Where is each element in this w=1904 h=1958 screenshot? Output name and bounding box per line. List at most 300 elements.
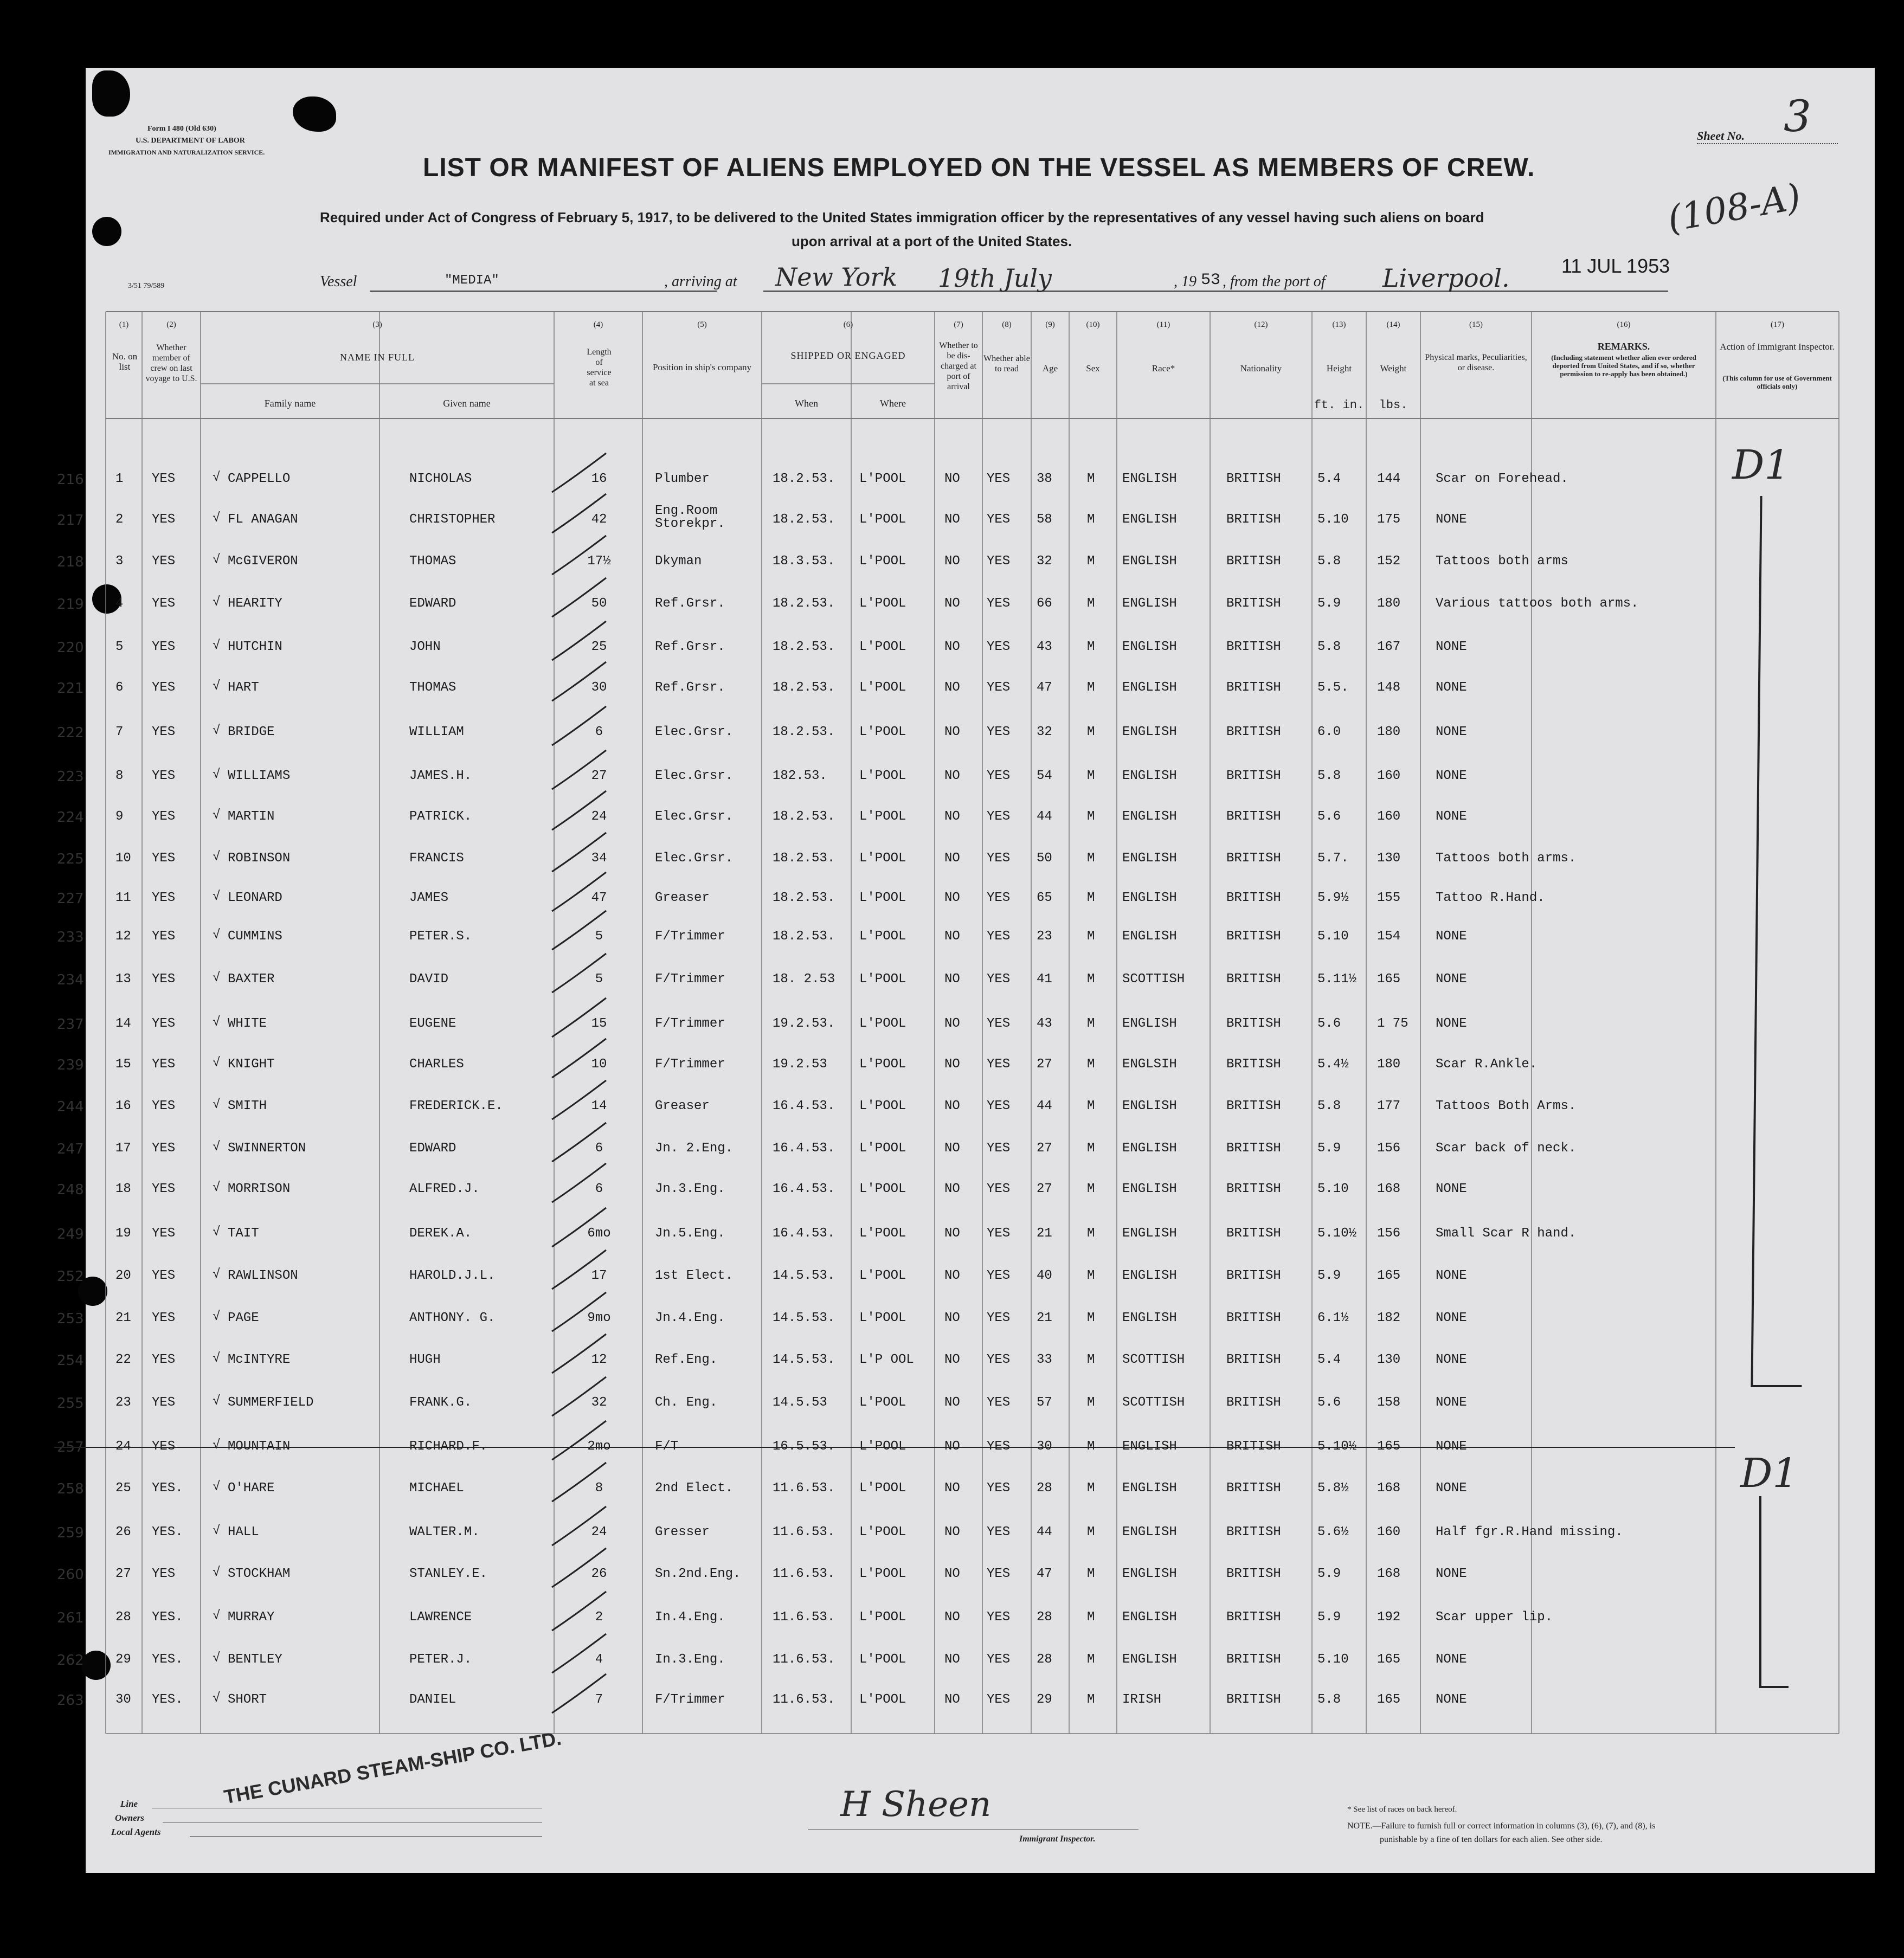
header-race: Race* (1152, 363, 1175, 373)
column-number-c16: (16) (1617, 320, 1631, 329)
discharged: NO (944, 1226, 960, 1241)
check-mark-icon: √ (213, 1438, 221, 1453)
crew-last-voyage: YES (152, 929, 176, 944)
physical-marks: NONE (1436, 769, 1467, 783)
table-row (0, 680, 1839, 702)
race: ENGLISH (1122, 1652, 1177, 1667)
family-name: HART (228, 680, 259, 695)
physical-marks: NONE (1436, 1567, 1467, 1581)
length-of-service: 14 (591, 1099, 607, 1113)
family-name: McINTYRE (228, 1352, 291, 1367)
nationality: BRITISH (1226, 929, 1281, 944)
race: ENGLISH (1122, 1141, 1177, 1156)
row-reference-number: 219 (57, 596, 84, 613)
family-name: LEONARD (228, 891, 282, 905)
able-to-read: YES (987, 851, 1011, 866)
position: Jn.5.Eng. (655, 1226, 725, 1241)
crew-last-voyage: YES (152, 1352, 176, 1367)
length-of-service: 2 (595, 1610, 603, 1625)
shipped-when: 18.2.53. (773, 640, 835, 654)
service-tick-mark (548, 1459, 613, 1508)
shipped-when: 18.2.53. (773, 851, 835, 866)
shipped-when: 14.5.53. (773, 1268, 835, 1283)
column-number-c5: (5) (697, 320, 707, 329)
age: 29 (1037, 1692, 1052, 1707)
height: 5.8½ (1317, 1481, 1349, 1496)
able-to-read: YES (987, 1567, 1011, 1581)
table-row (0, 1099, 1839, 1120)
check-mark-icon: √ (213, 471, 221, 485)
position: F/Trimmer (655, 972, 725, 987)
sex: M (1087, 1182, 1095, 1196)
given-name: STANLEY.E. (409, 1567, 488, 1581)
column-number-c1: (1) (119, 320, 129, 329)
physical-marks: Small Scar R hand. (1436, 1226, 1577, 1241)
sex: M (1087, 1439, 1095, 1454)
position: Elec.Grsr. (655, 769, 734, 783)
table-row (0, 1057, 1839, 1079)
from-port: Liverpool. (1382, 263, 1510, 293)
list-number: 28 (115, 1610, 131, 1625)
physical-marks: NONE (1436, 1481, 1467, 1496)
given-name: LAWRENCE (409, 1610, 472, 1625)
nationality: BRITISH (1226, 1610, 1281, 1625)
column-number-c17: (17) (1771, 320, 1784, 329)
row-reference-number: 222 (57, 725, 84, 741)
nationality: BRITISH (1226, 851, 1281, 866)
shipped-when: 18.2.53. (773, 472, 835, 486)
crew-last-voyage: YES (152, 596, 176, 611)
row-reference-number: 258 (57, 1481, 84, 1497)
age: 38 (1037, 472, 1052, 486)
race: ENGLISH (1122, 680, 1177, 695)
family-name: BRIDGE (228, 725, 275, 739)
list-number: 21 (115, 1311, 131, 1325)
physical-marks: NONE (1436, 640, 1467, 654)
given-name: PETER.J. (409, 1652, 472, 1667)
discharged: NO (944, 640, 960, 654)
able-to-read: YES (987, 1652, 1011, 1667)
position: F/Trimmer (655, 929, 725, 944)
discharged: NO (944, 1016, 960, 1031)
given-name: JOHN (409, 640, 441, 654)
service-tick-mark (548, 1077, 613, 1126)
shipped-where: L'POOL (859, 680, 906, 695)
able-to-read: YES (987, 972, 1011, 987)
discharged: NO (944, 1352, 960, 1367)
shipped-when: 14.5.53 (773, 1395, 827, 1410)
able-to-read: YES (987, 1395, 1011, 1410)
given-name: FRANK.G. (409, 1395, 472, 1410)
crew-last-voyage: YES (152, 680, 176, 695)
length-of-service: 10 (591, 1057, 607, 1072)
check-mark-icon: √ (213, 1015, 221, 1030)
able-to-read: YES (987, 1099, 1011, 1113)
check-mark-icon: √ (213, 639, 221, 653)
shipped-when: 18.2.53. (773, 929, 835, 944)
sex: M (1087, 725, 1095, 739)
race: ENGLISH (1122, 851, 1177, 866)
age: 27 (1037, 1057, 1052, 1072)
physical-marks: Tattoo R.Hand. (1436, 891, 1545, 905)
physical-marks: Scar back of neck. (1436, 1141, 1577, 1156)
position: F/Trimmer (655, 1057, 725, 1072)
family-name: FL ANAGAN (228, 512, 298, 527)
height: 5.9½ (1317, 891, 1349, 905)
table-row (0, 1481, 1839, 1503)
race: ENGLISH (1122, 1016, 1177, 1031)
sex: M (1087, 640, 1095, 654)
able-to-read: YES (987, 929, 1011, 944)
table-row (0, 1652, 1839, 1674)
service-tick-mark (548, 532, 613, 581)
length-of-service: 8 (595, 1481, 603, 1496)
weight: 155 (1377, 891, 1401, 905)
check-mark-icon: √ (213, 1267, 221, 1282)
shipped-when: 182.53. (773, 769, 827, 783)
sex: M (1087, 1057, 1095, 1072)
height: 5.4 (1317, 472, 1341, 486)
nationality: BRITISH (1226, 1057, 1281, 1072)
able-to-read: YES (987, 512, 1011, 527)
family-name: STOCKHAM (228, 1567, 291, 1581)
service-tick-mark (548, 1247, 613, 1296)
given-name: THOMAS (409, 554, 456, 569)
service-label: IMMIGRATION AND NATURALIZATION SERVICE. (108, 149, 265, 156)
check-mark-icon: √ (213, 971, 221, 986)
table-row (0, 472, 1839, 493)
table-row (0, 554, 1839, 576)
table-row (0, 809, 1839, 831)
physical-marks: Various tattoos both arms. (1436, 596, 1639, 611)
physical-marks: NONE (1436, 1692, 1467, 1707)
family-name: McGIVERON (228, 554, 298, 569)
family-name: SHORT (228, 1692, 267, 1707)
weight: 144 (1377, 472, 1401, 486)
weight: 165 (1377, 1268, 1401, 1283)
age: 27 (1037, 1141, 1052, 1156)
row-reference-number: 252 (57, 1268, 84, 1285)
length-of-service: 30 (591, 680, 607, 695)
shipped-where: L'POOL (859, 1525, 906, 1540)
weight: 130 (1377, 1352, 1401, 1367)
nationality: BRITISH (1226, 1439, 1281, 1454)
physical-marks: NONE (1436, 1352, 1467, 1367)
race: ENGLISH (1122, 891, 1177, 905)
check-mark-icon: √ (213, 1566, 221, 1580)
weight: 180 (1377, 596, 1401, 611)
list-number: 8 (115, 769, 124, 783)
weight: 168 (1377, 1567, 1401, 1581)
check-mark-icon: √ (213, 1651, 221, 1666)
row-reference-number: 227 (57, 891, 84, 907)
race: ENGLISH (1122, 1567, 1177, 1581)
manifest-subtitle-1: Required under Act of Congress of February 5, 1917, to be delivered to the United States immigration officer by the representatives of any vessel having such aliens on board (320, 209, 1484, 226)
length-of-service: 26 (591, 1567, 607, 1581)
list-number: 4 (115, 596, 124, 611)
height: 5.8 (1317, 640, 1341, 654)
nationality: BRITISH (1226, 1311, 1281, 1325)
nationality: BRITISH (1226, 1099, 1281, 1113)
discharged: NO (944, 1268, 960, 1283)
position: 2nd Elect. (655, 1481, 734, 1496)
owners-label: Owners (115, 1813, 144, 1823)
shipped-where: L'POOL (859, 1268, 906, 1283)
race: IRISH (1122, 1692, 1162, 1707)
physical-marks: Scar on Forehead. (1436, 472, 1568, 486)
shipped-where: L'POOL (859, 1567, 906, 1581)
position: Sn.2nd.Eng. (655, 1567, 741, 1581)
crew-last-voyage: YES (152, 1567, 176, 1581)
check-mark-icon: √ (213, 1056, 221, 1071)
given-name: WALTER.M. (409, 1525, 480, 1540)
check-mark-icon: √ (213, 511, 221, 526)
race: ENGLISH (1122, 1311, 1177, 1325)
column-number-c6: (6) (843, 320, 853, 329)
family-name: MURRAY (228, 1610, 275, 1625)
race: ENGLISH (1122, 472, 1177, 486)
shipped-where: L'POOL (859, 1311, 906, 1325)
table-row (0, 1016, 1839, 1038)
shipped-when: 16.4.53. (773, 1099, 835, 1113)
able-to-read: YES (987, 769, 1011, 783)
sex: M (1087, 1395, 1095, 1410)
crew-last-voyage: YES (152, 554, 176, 569)
nationality: BRITISH (1226, 1395, 1281, 1410)
list-number: 16 (115, 1099, 131, 1113)
nationality: BRITISH (1226, 680, 1281, 695)
list-number: 3 (115, 554, 124, 569)
height: 5.10 (1317, 512, 1349, 527)
able-to-read: YES (987, 680, 1011, 695)
family-name: PAGE (228, 1311, 259, 1325)
shipped-when: 18. 2.53 (773, 972, 835, 987)
able-to-read: YES (987, 1311, 1011, 1325)
list-number: 30 (115, 1692, 131, 1707)
height: 5.10½ (1317, 1439, 1357, 1454)
length-of-service: 9mo (587, 1311, 611, 1325)
table-row (0, 1567, 1839, 1588)
given-name: JAMES.H. (409, 769, 472, 783)
length-of-service: 25 (591, 640, 607, 654)
given-name: PETER.S. (409, 929, 472, 944)
year-label: , 19 (1174, 273, 1197, 290)
discharged: NO (944, 1099, 960, 1113)
check-mark-icon: √ (213, 1098, 221, 1112)
shipped-when: 16.4.53. (773, 1182, 835, 1196)
row-reference-number: 247 (57, 1141, 84, 1157)
row-reference-number: 237 (57, 1016, 84, 1033)
shipped-when: 18.2.53. (773, 596, 835, 611)
physical-marks: NONE (1436, 680, 1467, 695)
weight: 192 (1377, 1610, 1401, 1625)
header-height: Height (1326, 363, 1352, 373)
race: ENGLISH (1122, 1610, 1177, 1625)
discharged: NO (944, 972, 960, 987)
header-position: Position in ship's company (652, 362, 752, 372)
service-tick-mark (548, 950, 613, 999)
weight: 165 (1377, 1652, 1401, 1667)
sex: M (1087, 809, 1095, 824)
penalty-note-2: punishable by a fine of ten dollars for each alien. See other side. (1380, 1835, 1603, 1844)
crew-last-voyage: YES. (152, 1652, 183, 1667)
department-label: U.S. DEPARTMENT OF LABOR (136, 137, 245, 145)
race: SCOTTISH (1122, 972, 1185, 987)
height: 6.1½ (1317, 1311, 1349, 1325)
shipped-where: L'POOL (859, 1057, 906, 1072)
list-number: 17 (115, 1141, 131, 1156)
service-tick-mark (548, 575, 613, 623)
arriving-port: New York (775, 262, 898, 292)
able-to-read: YES (987, 1481, 1011, 1496)
sex: M (1087, 851, 1095, 866)
header-weight: Weight (1380, 363, 1407, 373)
family-name: BENTLEY (228, 1652, 282, 1667)
row-reference-number: 255 (57, 1395, 84, 1412)
weight: 167 (1377, 640, 1401, 654)
penalty-note-1: NOTE.—Failure to furnish full or correct information in columns (3), (6), (7), and (8), is (1347, 1821, 1656, 1831)
age: 28 (1037, 1652, 1052, 1667)
vessel-name: "MEDIA" (445, 273, 499, 288)
crew-last-voyage: YES (152, 1099, 176, 1113)
table-row (0, 1182, 1839, 1203)
weight: 156 (1377, 1226, 1401, 1241)
shipped-where: L'POOL (859, 1099, 906, 1113)
crew-last-voyage: YES (152, 1182, 176, 1196)
height: 5.6½ (1317, 1525, 1349, 1540)
nationality: BRITISH (1226, 1652, 1281, 1667)
able-to-read: YES (987, 1226, 1011, 1241)
height: 5.9 (1317, 1268, 1341, 1283)
table-row (0, 504, 1839, 534)
weight: 148 (1377, 680, 1401, 695)
table-row (0, 725, 1839, 746)
age: 44 (1037, 1525, 1052, 1540)
header-able-to-read: Whether able to read (983, 354, 1030, 373)
column-number-c10: (10) (1086, 320, 1100, 329)
table-row (0, 851, 1839, 873)
race: ENGLISH (1122, 1226, 1177, 1241)
nationality: BRITISH (1226, 972, 1281, 987)
length-of-service: 32 (591, 1395, 607, 1410)
row-reference-number: 216 (57, 472, 84, 488)
header-remarks: REMARKS. (1597, 341, 1650, 352)
arriving-label: , arriving at (664, 273, 737, 290)
column-number-c3: (3) (372, 320, 382, 329)
weight: 165 (1377, 972, 1401, 987)
physical-marks: NONE (1436, 929, 1467, 944)
row-reference-number: 261 (57, 1610, 84, 1626)
position: Elec.Grsr. (655, 851, 734, 866)
row-reference-number: 220 (57, 640, 84, 656)
vessel-label: Vessel (320, 273, 357, 290)
check-mark-icon: √ (213, 890, 221, 904)
race: ENGLISH (1122, 809, 1177, 824)
weight: 180 (1377, 1057, 1401, 1072)
list-number: 15 (115, 1057, 131, 1072)
discharged: NO (944, 1481, 960, 1496)
check-mark-icon: √ (213, 1310, 221, 1324)
position: F/T (655, 1439, 679, 1454)
row-reference-number: 253 (57, 1311, 84, 1327)
table-row (0, 1226, 1839, 1248)
crew-last-voyage: YES. (152, 1610, 183, 1625)
table-row (0, 596, 1839, 618)
given-name: EDWARD (409, 596, 456, 611)
row-reference-number: 260 (57, 1567, 84, 1583)
able-to-read: YES (987, 1182, 1011, 1196)
sex: M (1087, 554, 1095, 569)
sheet-label: Sheet No. (1697, 129, 1838, 144)
able-to-read: YES (987, 554, 1011, 569)
header-inspector-action: Action of Immigrant Inspector. (1720, 342, 1835, 352)
discharged: NO (944, 680, 960, 695)
race: ENGLISH (1122, 929, 1177, 944)
length-of-service: 5 (595, 972, 603, 987)
crew-last-voyage: YES (152, 512, 176, 527)
year-value: 53 (1201, 271, 1221, 289)
weight: 154 (1377, 929, 1401, 944)
length-of-service: 6 (595, 1182, 603, 1196)
crew-last-voyage: YES (152, 1141, 176, 1156)
service-tick-mark (548, 1671, 613, 1719)
physical-marks: NONE (1436, 1311, 1467, 1325)
able-to-read: YES (987, 1057, 1011, 1072)
discharged: NO (944, 1525, 960, 1540)
length-of-service: 6 (595, 1141, 603, 1156)
shipped-when: 18.3.53. (773, 554, 835, 569)
column-number-c11: (11) (1156, 320, 1170, 329)
sex: M (1087, 1610, 1095, 1625)
crew-last-voyage: YES (152, 640, 176, 654)
position: In.4.Eng. (655, 1610, 725, 1625)
table-row (0, 891, 1839, 912)
shipped-where: L'POOL (859, 1439, 906, 1454)
given-name: WILLIAM (409, 725, 464, 739)
service-tick-mark (548, 1588, 613, 1637)
shipped-when: 16.4.53. (773, 1226, 835, 1241)
length-of-service: 17 (591, 1268, 607, 1283)
position: Elec.Grsr. (655, 725, 734, 739)
crew-last-voyage: YES (152, 1395, 176, 1410)
length-of-service: 12 (591, 1352, 607, 1367)
sex: M (1087, 512, 1095, 527)
position: Jn. 2.Eng. (655, 1141, 734, 1156)
race: ENGLISH (1122, 769, 1177, 783)
sex: M (1087, 1652, 1095, 1667)
shipped-where: L'POOL (859, 769, 906, 783)
header-name-in-full: NAME IN FULL (340, 352, 415, 363)
able-to-read: YES (987, 1525, 1011, 1540)
length-of-service: 50 (591, 596, 607, 611)
age: 30 (1037, 1439, 1052, 1454)
height: 5.10 (1317, 1652, 1349, 1667)
given-name: DANIEL (409, 1692, 456, 1707)
row-reference-number: 217 (57, 512, 84, 529)
height: 5.8 (1317, 769, 1341, 783)
weight: 168 (1377, 1481, 1401, 1496)
height: 5.9 (1317, 596, 1341, 611)
weight: 165 (1377, 1692, 1401, 1707)
shipped-where: L'POOL (859, 809, 906, 824)
discharged: NO (944, 1057, 960, 1072)
length-of-service: 27 (591, 769, 607, 783)
header-where: Where (880, 398, 906, 409)
nationality: BRITISH (1226, 512, 1281, 527)
arriving-date: 19th July (938, 263, 1052, 293)
age: 65 (1037, 891, 1052, 905)
position: Ch. Eng. (655, 1395, 718, 1410)
